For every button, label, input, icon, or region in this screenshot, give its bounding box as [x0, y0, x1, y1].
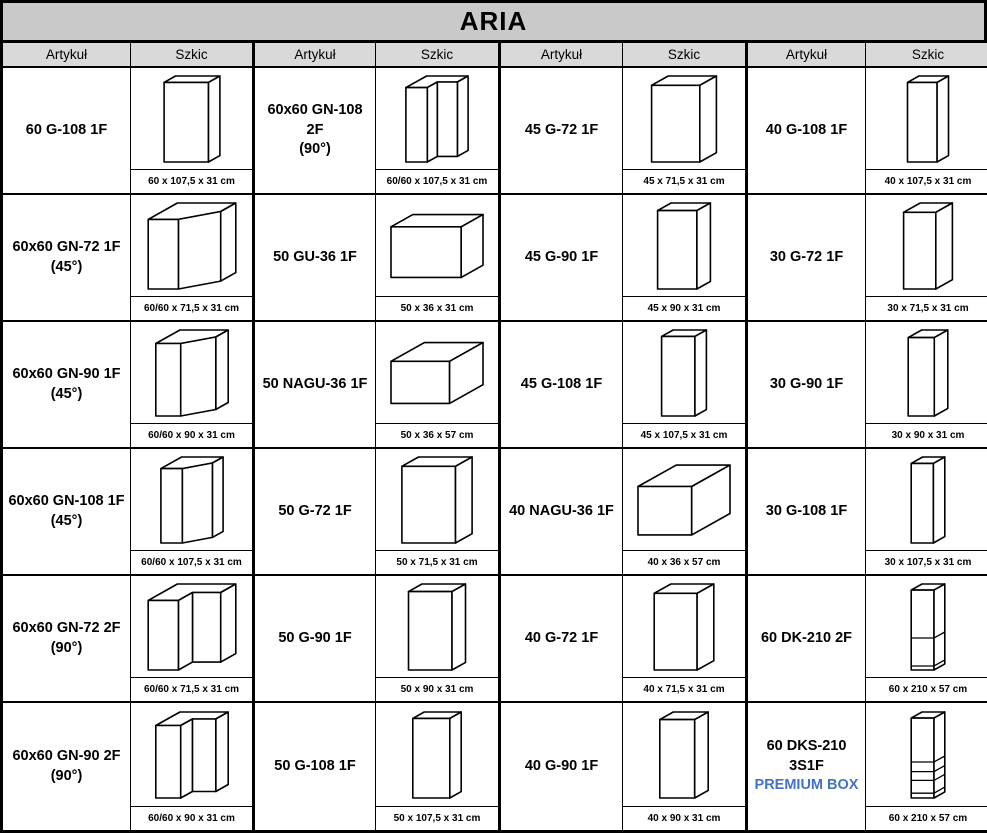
cabinet-sketch-box: [623, 195, 745, 296]
article-cell: [501, 449, 623, 576]
sketch-cell: [866, 703, 987, 830]
article-cell: [748, 703, 866, 830]
article-cell: [3, 449, 131, 576]
article-code: 50 G-72 1F: [278, 502, 352, 519]
sketch-cell: [131, 576, 255, 703]
cabinet-sketch-box: [866, 449, 987, 550]
sketch-cell: [376, 195, 501, 322]
sketch-cell: [376, 576, 501, 703]
article-code: 60 DKS-210 3S1F: [766, 738, 847, 774]
article-cell: [501, 576, 623, 703]
sketch-dimensions: 40 x 36 x 57 cm: [623, 550, 745, 574]
article-code: 30 G-72 1F: [769, 248, 844, 265]
sketch-cell: [866, 449, 987, 576]
column-header-artykul: Artykuł: [255, 43, 376, 68]
sketch-cell: [376, 703, 501, 830]
article-code: 60x60 GN-72 1F: [12, 238, 121, 255]
article-cell: [3, 576, 131, 703]
cabinet-sketch-box: [623, 449, 745, 550]
article-cell: [255, 703, 376, 830]
sketch-dimensions: 40 x 71,5 x 31 cm: [623, 677, 745, 701]
article-code: 30 G-108 1F: [765, 502, 848, 519]
article-angle-note: (90°): [299, 141, 331, 158]
sketch-cell: [623, 195, 748, 322]
article-cell: [748, 449, 866, 576]
cabinet-sketch-box: [376, 322, 498, 423]
sketch-cell: [131, 322, 255, 449]
article-cell: [748, 322, 866, 449]
column-header-szkic: Szkic: [866, 43, 987, 68]
sketch-dimensions: 30 x 107,5 x 31 cm: [866, 550, 987, 574]
cabinet-sketch-box: [376, 576, 498, 677]
sketch-dimensions: 60/60 x 107,5 x 31 cm: [376, 169, 498, 193]
cabinet-sketch-box: [131, 68, 252, 169]
article-code: 60x60 GN-90 1F: [12, 365, 121, 382]
cabinet-sketch-box: [376, 703, 498, 806]
article-angle-note: (90°): [50, 639, 83, 656]
article-angle-note: (45°): [50, 385, 83, 402]
cabinet-sketch-box: [376, 195, 498, 296]
article-code: 40 G-108 1F: [765, 121, 848, 138]
sketch-dimensions: 60 x 107,5 x 31 cm: [131, 169, 252, 193]
sketch-cell: [131, 195, 255, 322]
sketch-dimensions: 50 x 36 x 57 cm: [376, 423, 498, 447]
article-cell: [255, 195, 376, 322]
sketch-cell: [866, 68, 987, 195]
article-cell: [255, 576, 376, 703]
article-cell: [255, 449, 376, 576]
sketch-dimensions: 30 x 71,5 x 31 cm: [866, 296, 987, 320]
article-cell: [3, 703, 131, 830]
sketch-dimensions: 40 x 107,5 x 31 cm: [866, 169, 987, 193]
article-code: 60x60 GN-108 1F: [8, 492, 125, 509]
sketch-cell: [866, 195, 987, 322]
article-cell: [255, 68, 376, 195]
cabinet-sketch-box: [866, 322, 987, 423]
article-code: 30 G-90 1F: [769, 375, 844, 392]
sketch-cell: [623, 449, 748, 576]
article-code: 40 NAGU-36 1F: [509, 502, 614, 519]
sketch-dimensions: 50 x 90 x 31 cm: [376, 677, 498, 701]
sketch-cell: [376, 68, 501, 195]
article-cell: [501, 68, 623, 195]
sketch-dimensions: 60/60 x 71,5 x 31 cm: [131, 296, 252, 320]
article-cell: [255, 322, 376, 449]
article-code: 60x60 GN-90 2F: [12, 747, 121, 764]
cabinet-sketch-box: [623, 576, 745, 677]
sketch-dimensions: 60/60 x 71,5 x 31 cm: [131, 677, 252, 701]
article-code: 60x60 GN-108 2F: [267, 102, 363, 138]
sketch-cell: [131, 449, 255, 576]
column-header-artykul: Artykuł: [3, 43, 131, 68]
sketch-cell: [866, 576, 987, 703]
column-header-szkic: Szkic: [376, 43, 501, 68]
article-code: 60 DK-210 2F: [760, 629, 853, 646]
cabinet-sketch-corner90: [131, 703, 252, 806]
article-cell: [501, 322, 623, 449]
sketch-dimensions: 45 x 71,5 x 31 cm: [623, 169, 745, 193]
cabinet-sketch-box: [866, 68, 987, 169]
catalog-table: [3, 43, 984, 830]
page-title: ARIA: [3, 3, 984, 43]
article-cell: [748, 576, 866, 703]
sketch-dimensions: 50 x 107,5 x 31 cm: [376, 806, 498, 830]
sketch-dimensions: 60/60 x 90 x 31 cm: [131, 806, 252, 830]
article-cell: [501, 703, 623, 830]
sketch-dimensions: 45 x 90 x 31 cm: [623, 296, 745, 320]
cabinet-sketch-box: [376, 449, 498, 550]
article-code: 40 G-72 1F: [524, 629, 599, 646]
sketch-dimensions: 30 x 90 x 31 cm: [866, 423, 987, 447]
sketch-cell: [866, 322, 987, 449]
sketch-dimensions: 40 x 90 x 31 cm: [623, 806, 745, 830]
cabinet-sketch-corner45: [131, 195, 252, 296]
cabinet-sketch-corner90: [131, 576, 252, 677]
article-cell: [748, 195, 866, 322]
cabinet-sketch-corner45: [131, 449, 252, 550]
sketch-cell: [376, 449, 501, 576]
sketch-dimensions: 50 x 71,5 x 31 cm: [376, 550, 498, 574]
column-header-artykul: Artykuł: [748, 43, 866, 68]
article-angle-note: (45°): [50, 258, 83, 275]
sketch-cell: [623, 576, 748, 703]
sketch-cell: [623, 68, 748, 195]
article-cell: [501, 195, 623, 322]
sketch-dimensions: 60/60 x 90 x 31 cm: [131, 423, 252, 447]
column-header-artykul: Artykuł: [501, 43, 623, 68]
sketch-dimensions: 60 x 210 x 57 cm: [866, 677, 987, 701]
sketch-cell: [376, 322, 501, 449]
article-cell: [748, 68, 866, 195]
article-code: 50 GU-36 1F: [273, 248, 357, 265]
sketch-dimensions: 50 x 36 x 31 cm: [376, 296, 498, 320]
article-code: 40 G-90 1F: [524, 757, 599, 774]
article-code: 45 G-90 1F: [524, 248, 599, 265]
sketch-cell: [623, 703, 748, 830]
column-header-szkic: Szkic: [623, 43, 748, 68]
article-code: 50 G-90 1F: [278, 629, 352, 646]
article-code: 60 G-108 1F: [25, 121, 108, 138]
article-angle-note: (45°): [50, 512, 83, 529]
article-cell: [3, 322, 131, 449]
sketch-cell: [131, 703, 255, 830]
cabinet-sketch-box: [866, 703, 987, 806]
article-angle-note: (90°): [50, 767, 83, 784]
cabinet-sketch-box: [623, 68, 745, 169]
article-code: 45 G-108 1F: [520, 375, 603, 392]
sketch-cell: [131, 68, 255, 195]
cabinet-sketch-box: [866, 576, 987, 677]
sketch-dimensions: 60/60 x 107,5 x 31 cm: [131, 550, 252, 574]
article-code: 60x60 GN-72 2F: [12, 619, 121, 636]
article-code: 45 G-72 1F: [524, 121, 599, 138]
cabinet-sketch-box: [866, 195, 987, 296]
sketch-dimensions: 60 x 210 x 57 cm: [866, 806, 987, 830]
cabinet-sketch-corner45: [131, 322, 252, 423]
article-cell: [3, 195, 131, 322]
sketch-dimensions: 45 x 107,5 x 31 cm: [623, 423, 745, 447]
cabinet-sketch-corner90: [376, 68, 498, 169]
premium-box-label: PREMIUM BOX: [754, 777, 859, 794]
cabinet-sketch-box: [623, 322, 745, 423]
article-code: 50 NAGU-36 1F: [262, 375, 368, 392]
column-header-szkic: Szkic: [131, 43, 255, 68]
sketch-cell: [623, 322, 748, 449]
cabinet-sketch-box: [623, 703, 745, 806]
article-code: 50 G-108 1F: [274, 757, 356, 774]
article-cell: [3, 68, 131, 195]
